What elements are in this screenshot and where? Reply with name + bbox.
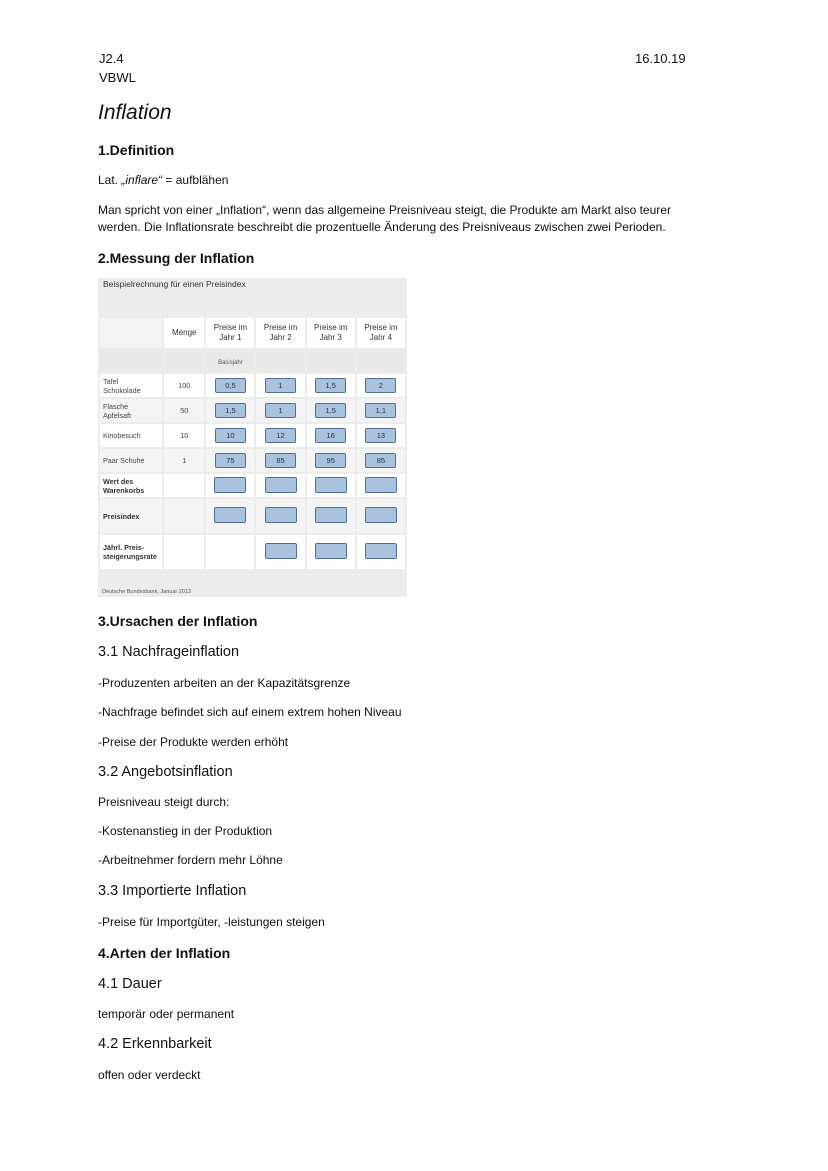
subheading-demand-inflation: 3.1 Nachfrageinflation <box>98 644 240 660</box>
row-label: Kinobesuch <box>100 424 162 447</box>
quantity-cell: 50 <box>164 399 204 422</box>
price-field[interactable]: 10 <box>215 428 246 443</box>
subheading-supply-inflation: 3.2 Angebotsinflation <box>98 764 233 780</box>
quantity-cell: 1 <box>164 449 204 472</box>
table-row <box>100 399 405 422</box>
row-label: Flasche Apfelsaft <box>100 399 162 422</box>
heading-measurement: 2.Messung der Inflation <box>98 250 255 266</box>
heading-types: 4.Arten der Inflation <box>98 945 231 961</box>
price-field[interactable]: 1 <box>265 378 296 393</box>
price-field[interactable]: 85 <box>365 453 396 468</box>
price-field[interactable]: 16 <box>315 428 346 443</box>
empty-answer-field[interactable] <box>214 477 246 493</box>
table-header-row <box>100 318 405 348</box>
heading-causes: 3.Ursachen der Inflation <box>98 613 258 629</box>
empty-answer-field[interactable] <box>365 543 397 559</box>
quantity-cell: 100 <box>164 374 204 397</box>
row-label: Paar Schuhe <box>100 449 162 472</box>
row-label: Tafel Schokolade <box>100 374 162 397</box>
price-field[interactable]: 2 <box>365 378 396 393</box>
base-year-row <box>100 350 405 372</box>
header-year-2: Preise im Jahr 2 <box>256 318 304 348</box>
empty-answer-field[interactable] <box>214 507 246 523</box>
price-field[interactable]: 1 <box>265 403 296 418</box>
price-field[interactable]: 85 <box>265 453 296 468</box>
price-field[interactable]: 95 <box>315 453 346 468</box>
supply-line-1: Preisniveau steigt durch: <box>98 795 230 809</box>
imported-line-1: -Preise für Importgüter, -leistungen steigen <box>98 915 325 929</box>
demand-line-3: -Preise der Produkte werden erhöht <box>98 735 289 749</box>
row-label: Preisindex <box>100 499 162 533</box>
empty-answer-field[interactable] <box>315 543 347 559</box>
latin-term: „inflare“ <box>121 173 163 187</box>
price-field[interactable]: 13 <box>365 428 396 443</box>
price-field[interactable]: 12 <box>265 428 296 443</box>
header-menge: Menge <box>164 318 204 348</box>
recognizability-line-1: offen oder verdeckt <box>98 1068 201 1082</box>
empty-answer-field[interactable] <box>265 543 297 559</box>
table-title: Beispielrechnung für einen Preisindex <box>103 279 246 289</box>
table-source: Deutsche Bundesbank, Januar 2013 <box>102 589 191 595</box>
subheading-duration: 4.1 Dauer <box>98 976 162 992</box>
empty-answer-field[interactable] <box>365 477 397 493</box>
latin-prefix: Lat. <box>98 173 122 187</box>
price-field[interactable]: 0,5 <box>215 378 246 393</box>
price-field[interactable]: 75 <box>215 453 246 468</box>
demand-line-1: -Produzenten arbeiten an der Kapazitätsgrenze <box>98 676 351 690</box>
course-code: J2.4 <box>99 51 124 66</box>
latin-origin-line <box>98 172 228 188</box>
base-year-label: Basisjahr <box>218 359 243 366</box>
annual-rate-row <box>100 535 405 569</box>
definition-line-2: werden. Die Inflationsrate beschreibt die prozentuelle Änderung des Preisniveaus zwischen zwei Perioden. <box>98 220 666 234</box>
table-row <box>100 424 405 447</box>
price-index-table-figure <box>98 278 407 597</box>
row-label: Wert des Warenkorbs <box>100 474 162 497</box>
supply-line-3: -Arbeitnehmer fordern mehr Löhne <box>98 853 283 867</box>
header-blank-cell <box>100 318 162 348</box>
supply-line-2: -Kostenanstieg in der Produktion <box>98 824 273 838</box>
empty-answer-field[interactable] <box>265 477 297 493</box>
subheading-imported-inflation: 3.3 Importierte Inflation <box>98 883 247 899</box>
definition-line-1: Man spricht von einer „Inflation“, wenn das allgemeine Preisniveau steigt, die Produkte am Markt also teurer <box>98 203 671 217</box>
subject: VBWL <box>99 70 136 85</box>
header-year-3: Preise im Jahr 3 <box>307 318 355 348</box>
quantity-cell: 10 <box>164 424 204 447</box>
price-field[interactable]: 1,5 <box>315 378 346 393</box>
header-year-1: Preise im Jahr 1 <box>206 318 254 348</box>
empty-answer-field[interactable] <box>365 507 397 523</box>
heading-definition: 1.Definition <box>98 142 175 158</box>
duration-line-1: temporär oder permanent <box>98 1007 235 1021</box>
empty-answer-field[interactable] <box>315 507 347 523</box>
price-field[interactable]: 1,1 <box>365 403 396 418</box>
price-field[interactable]: 1,5 <box>315 403 346 418</box>
date: 16.10.19 <box>635 51 686 66</box>
table-row <box>100 374 405 397</box>
table-row <box>100 449 405 472</box>
empty-answer-field[interactable] <box>315 477 347 493</box>
header-year-4: Preise im Jahr 4 <box>357 318 405 348</box>
empty-answer-field[interactable] <box>265 507 297 523</box>
demand-line-2: -Nachfrage befindet sich auf einem extrem hohen Niveau <box>98 705 402 719</box>
basket-value-row <box>100 474 405 497</box>
page-title: Inflation <box>98 101 172 124</box>
price-index-table <box>98 316 407 571</box>
row-label: Jährl. Preis- steigerungsrate <box>100 535 162 569</box>
price-index-row <box>100 499 405 533</box>
latin-meaning: = aufblähen <box>162 173 229 187</box>
price-field[interactable]: 1,5 <box>215 403 246 418</box>
subheading-recognizability: 4.2 Erkennbarkeit <box>98 1036 212 1052</box>
